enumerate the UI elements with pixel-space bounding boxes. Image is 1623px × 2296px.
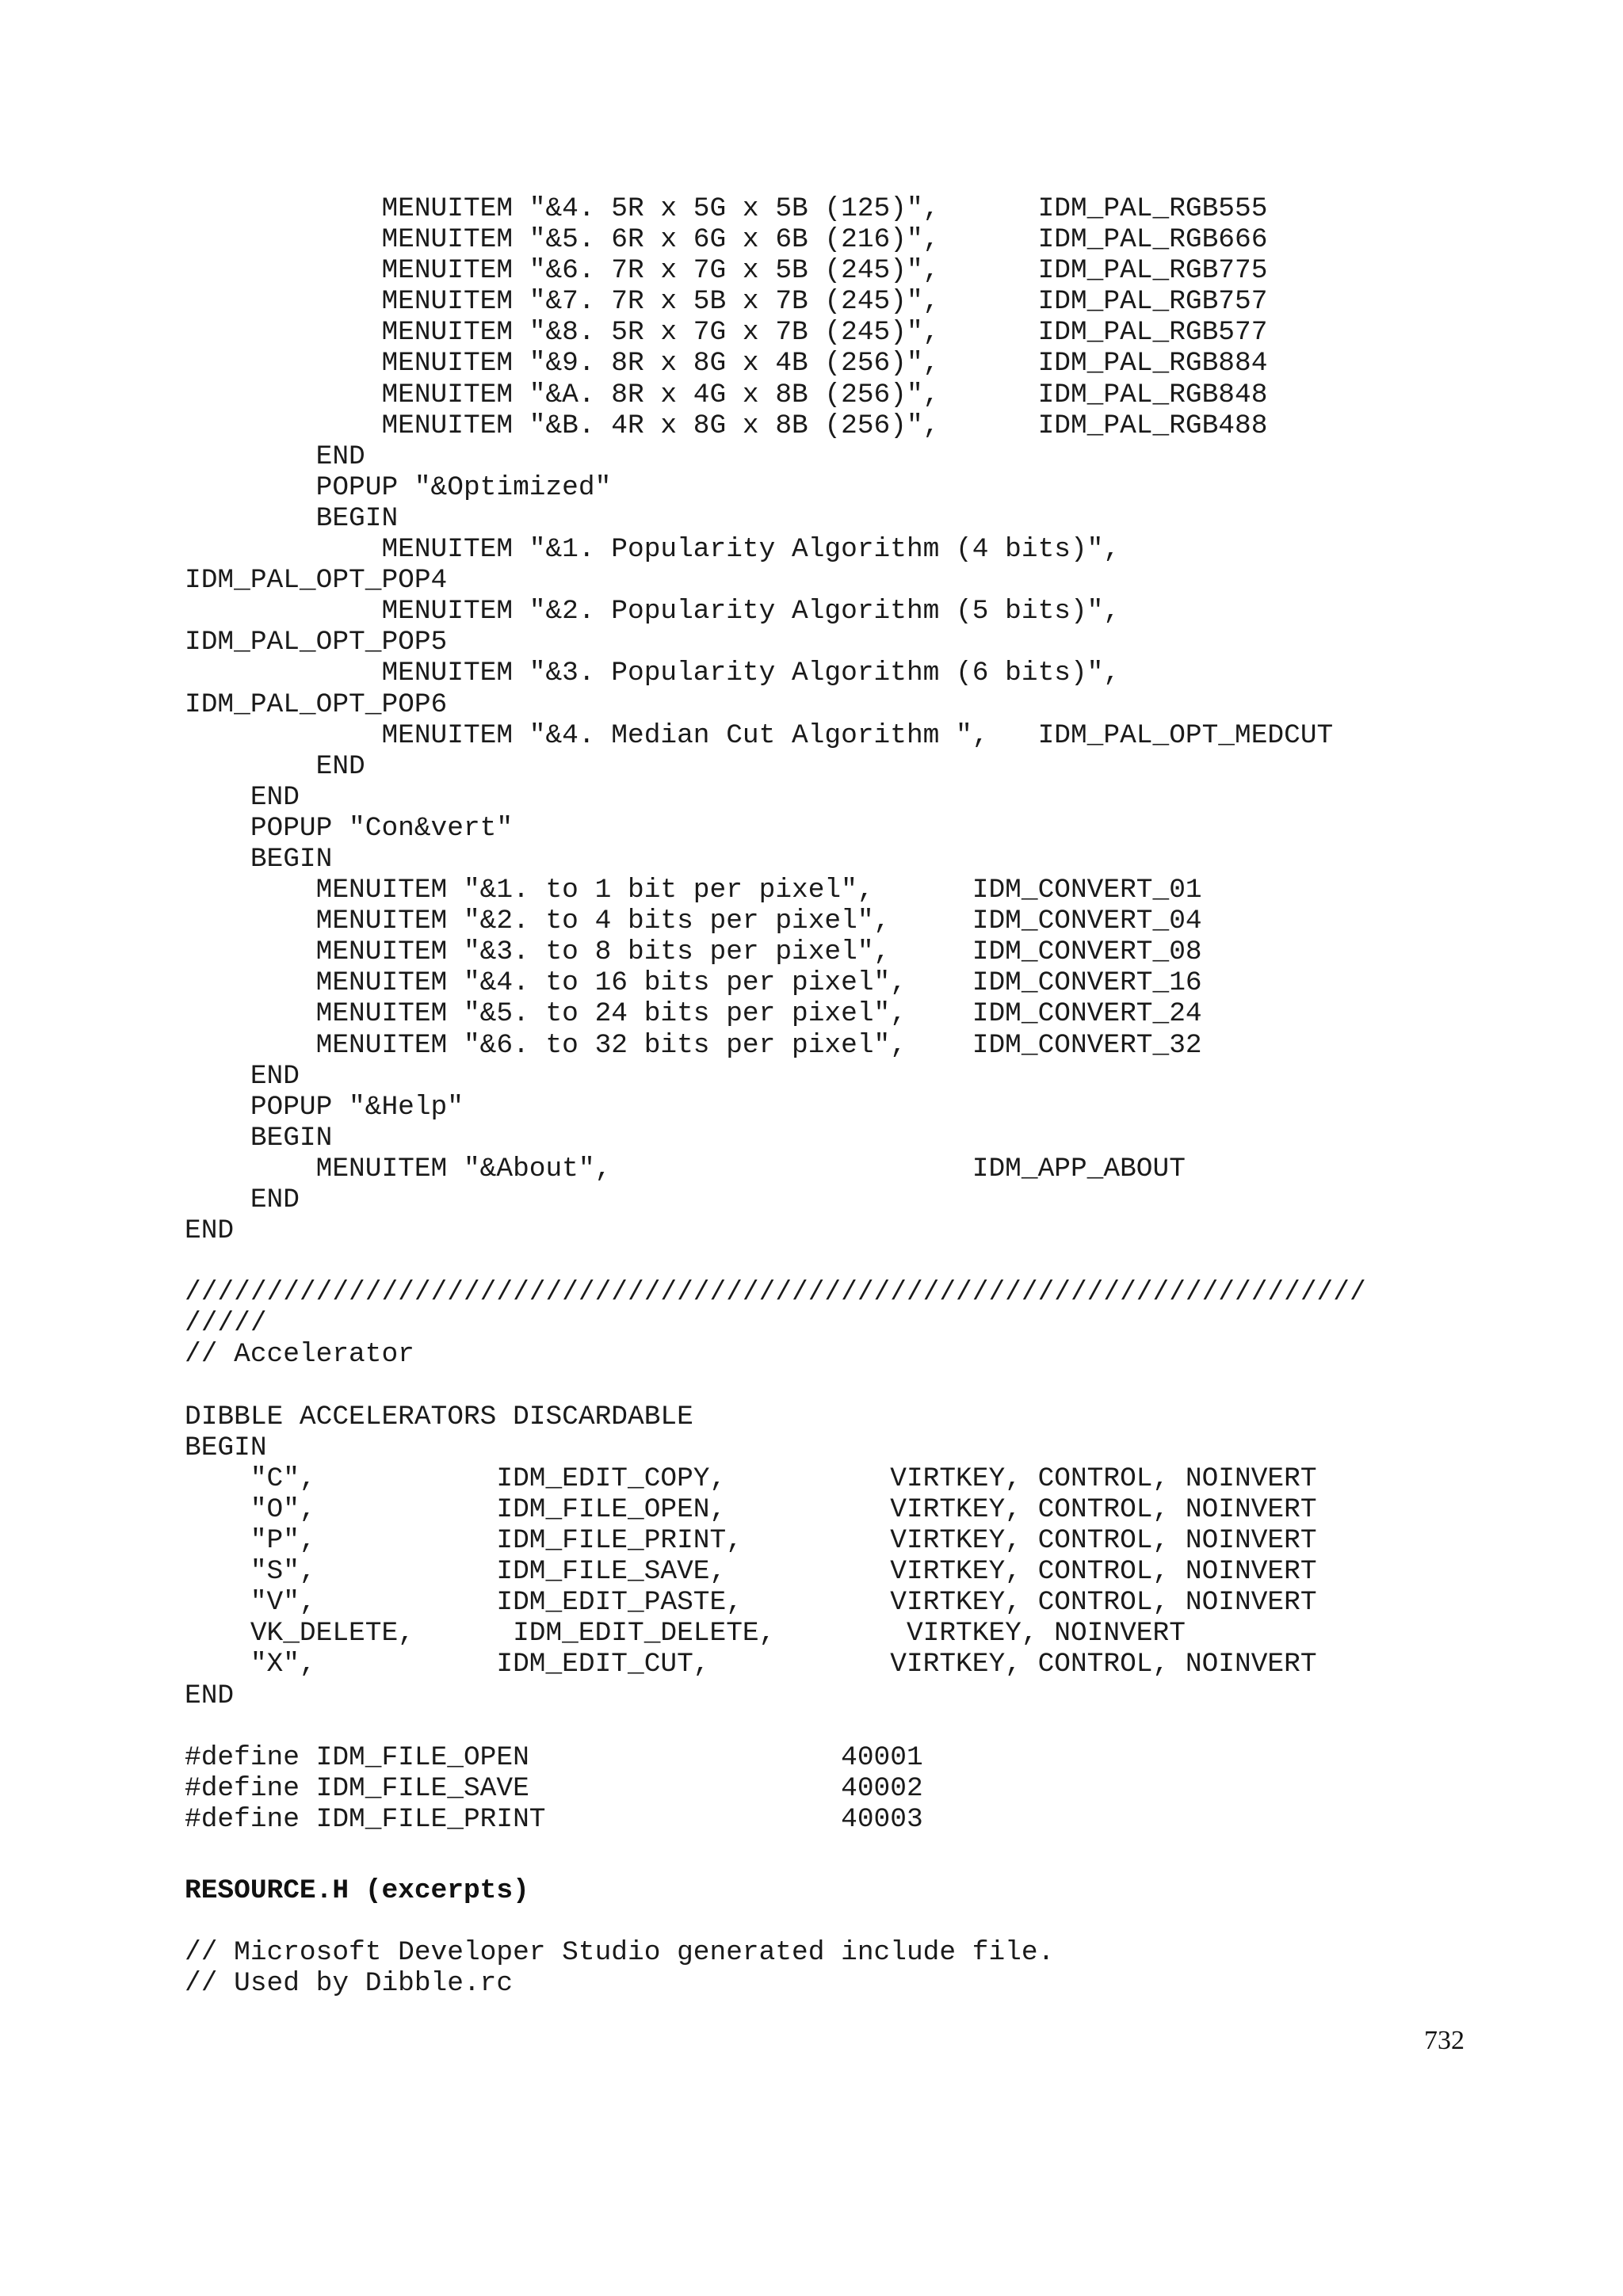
code-line: MENUITEM "&B. 4R x 8G x 8B (256)", IDM_PAL_RGB488 [185, 410, 1268, 441]
code-line: MENUITEM "&About", IDM_APP_ABOUT [185, 1153, 1186, 1184]
code-line: BEGIN [185, 502, 399, 534]
code-line: #define IDM_FILE_OPEN 40001 [185, 1741, 923, 1773]
code-line: BEGIN [185, 1432, 267, 1463]
code-line: MENUITEM "&4. 5R x 5G x 5B (125)", IDM_PAL_RGB555 [185, 193, 1268, 224]
code-line: END [185, 781, 300, 813]
code-line [185, 1371, 1366, 1402]
code-line: "S", IDM_FILE_SAVE, VIRTKEY, CONTROL, NOINVERT [185, 1556, 1317, 1588]
code-line: END [185, 750, 365, 782]
code-line: "V", IDM_EDIT_PASTE, VIRTKEY, CONTROL, NOINVERT [185, 1587, 1317, 1619]
section-heading: RESOURCE.H (excerpts) [185, 1875, 529, 1906]
code-line: BEGIN [185, 1122, 333, 1154]
code-line: "P", IDM_FILE_PRINT, VIRTKEY, CONTROL, NOINVERT [185, 1525, 1317, 1557]
code-line: "C", IDM_EDIT_COPY, VIRTKEY, CONTROL, NOINVERT [185, 1463, 1317, 1494]
code-line: MENUITEM "&3. to 8 bits per pixel", IDM_CONVERT_08 [185, 936, 1202, 968]
resource-script-code [185, 193, 1366, 1835]
code-line: MENUITEM "&5. to 24 bits per pixel", IDM_CONVERT_24 [185, 998, 1202, 1030]
code-line: MENUITEM "&4. Median Cut Algorithm ", IDM_PAL_OPT_MEDCUT [185, 719, 1334, 751]
code-line: MENUITEM "&3. Popularity Algorithm (6 bits)", [185, 658, 1121, 689]
code-line: MENUITEM "&6. 7R x 7G x 5B (245)", IDM_PAL_RGB775 [185, 255, 1268, 287]
code-line: // Accelerator [185, 1339, 414, 1371]
code-line: //////////////////////////////////////////////////////////////////////// [185, 1277, 1366, 1309]
code-line: IDM_PAL_OPT_POP6 [185, 688, 448, 720]
code-line: MENUITEM "&9. 8R x 8G x 4B (256)", IDM_PAL_RGB884 [185, 348, 1268, 379]
code-line: "X", IDM_EDIT_CUT, VIRTKEY, CONTROL, NOINVERT [185, 1649, 1317, 1680]
code-line: BEGIN [185, 843, 333, 875]
code-line: END [185, 441, 365, 472]
code-line: MENUITEM "&A. 8R x 4G x 8B (256)", IDM_PAL_RGB848 [185, 379, 1268, 410]
code-line: #define IDM_FILE_PRINT 40003 [185, 1803, 923, 1835]
code-line: MENUITEM "&6. to 32 bits per pixel", IDM_CONVERT_32 [185, 1029, 1202, 1061]
code-line [185, 1711, 1366, 1742]
code-line: DIBBLE ACCELERATORS DISCARDABLE [185, 1401, 693, 1432]
page-number: 732 [1424, 2026, 1465, 2055]
code-line: IDM_PAL_OPT_POP5 [185, 627, 448, 658]
code-line: END [185, 1680, 235, 1711]
code-line: #define IDM_FILE_SAVE 40002 [185, 1772, 923, 1804]
code-line: MENUITEM "&1. Popularity Algorithm (4 bits)", [185, 534, 1121, 566]
code-line: // Used by Dibble.rc [185, 1968, 514, 2000]
resource-header-code [185, 1937, 1054, 1999]
code-line: ///// [185, 1308, 267, 1340]
code-line: END [185, 1184, 300, 1215]
code-line: VK_DELETE, IDM_EDIT_DELETE, VIRTKEY, NOINVERT [185, 1618, 1186, 1650]
code-line: MENUITEM "&5. 6R x 6G x 6B (216)", IDM_PAL_RGB666 [185, 224, 1268, 256]
code-line: END [185, 1215, 235, 1247]
code-line: MENUITEM "&7. 7R x 5B x 7B (245)", IDM_PAL_RGB757 [185, 286, 1268, 318]
code-line: MENUITEM "&4. to 16 bits per pixel", IDM_CONVERT_16 [185, 967, 1202, 999]
code-line: MENUITEM "&8. 5R x 7G x 7B (245)", IDM_PAL_RGB577 [185, 317, 1268, 349]
code-line: MENUITEM "&2. to 4 bits per pixel", IDM_CONVERT_04 [185, 906, 1202, 937]
code-line: POPUP "Con&vert" [185, 812, 514, 844]
code-line: "O", IDM_FILE_OPEN, VIRTKEY, CONTROL, NOINVERT [185, 1493, 1317, 1525]
code-line [185, 1246, 1366, 1277]
code-line: POPUP "&Help" [185, 1091, 464, 1123]
code-line: POPUP "&Optimized" [185, 471, 612, 503]
code-line: IDM_PAL_OPT_POP4 [185, 565, 448, 597]
code-line: END [185, 1060, 300, 1092]
code-line: MENUITEM "&2. Popularity Algorithm (5 bits)", [185, 596, 1121, 627]
code-line: MENUITEM "&1. to 1 bit per pixel", IDM_CONVERT_01 [185, 875, 1202, 906]
code-line: // Microsoft Developer Studio generated include file. [185, 1937, 1055, 1968]
